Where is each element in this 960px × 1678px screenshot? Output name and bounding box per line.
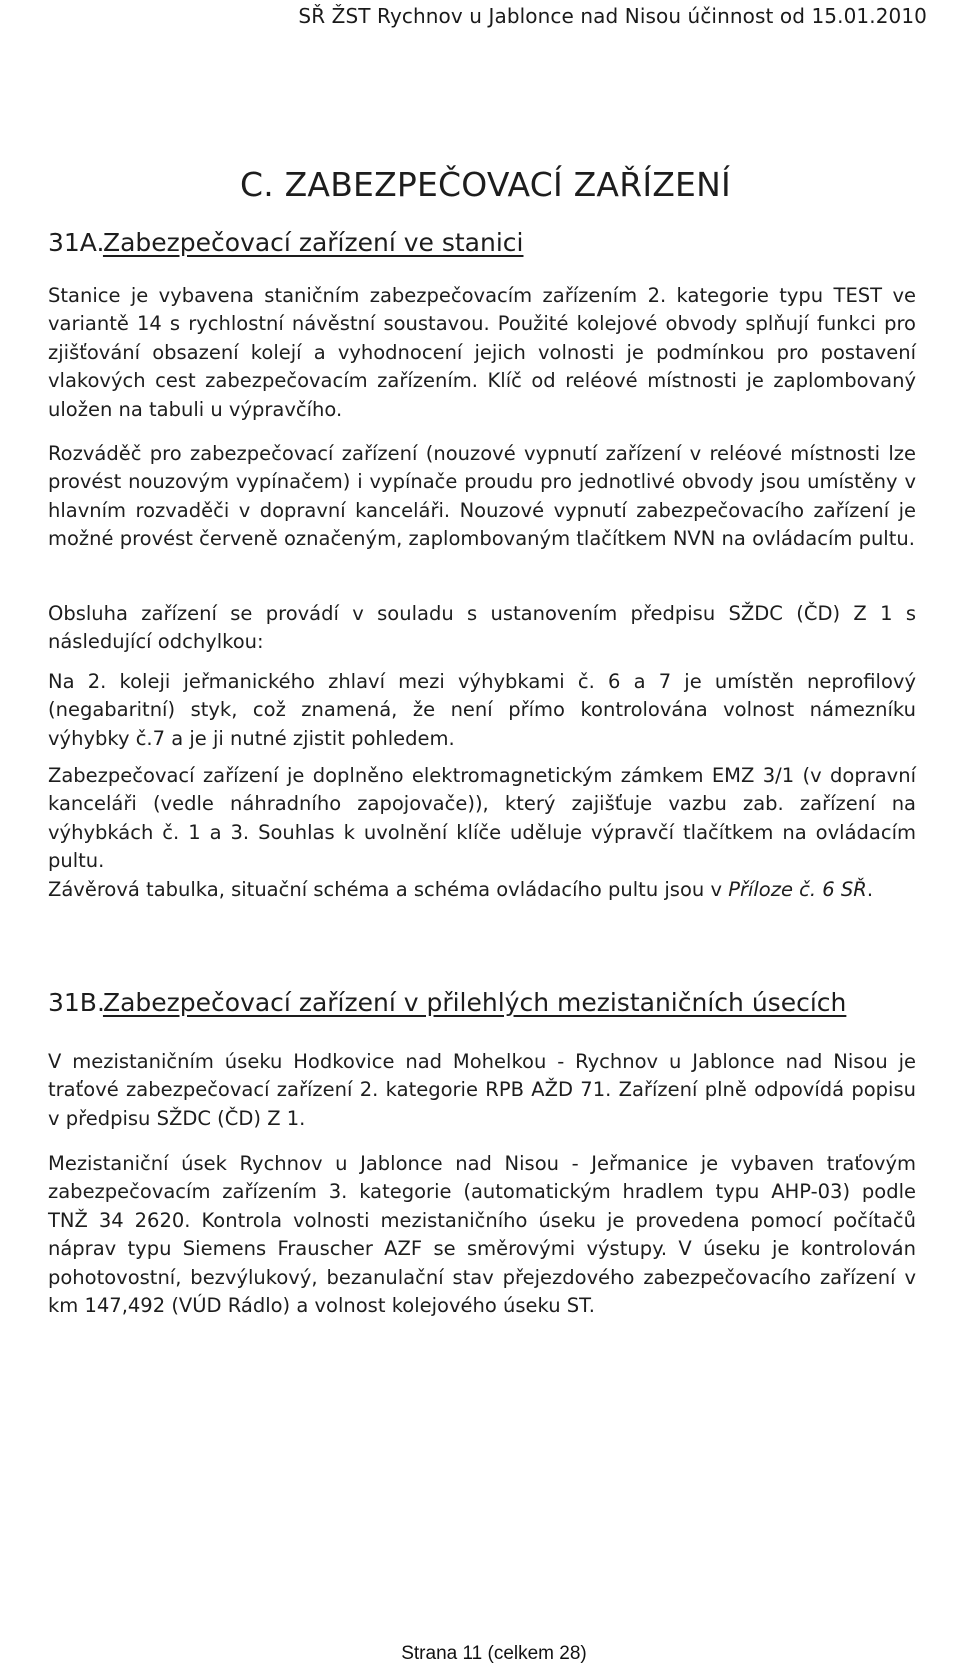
page-number: Strana 11 (celkem 28) xyxy=(401,1643,587,1664)
section-heading-31a xyxy=(48,228,523,257)
appendix-reference: Příloze č. 6 SŘ xyxy=(728,878,867,901)
paragraph: Zabezpečovací zařízení je doplněno elektromagnetickým zámkem EMZ 3/1 (v dopravní kanceláři (vedle náhradního zapojovače)), který zajišťuje vazbu zab. zařízení na výhybkách č. 1 a 3. Souhlas k uvolnění klíče uděluje výpravčí tlačítkem na ovládacím pultu. xyxy=(48,764,916,873)
paragraph: Stanice je vybavena staničním zabezpečovacím zařízením 2. kategorie typu TEST ve variantě 14 s rychlostní návěstní soustavou. Použité kolejové obvody splňují funkci pro zjišťování obsazení kolejí a vyhodnocení jejich volnosti je podmínkou pro postavení vlakových cest zabezpečovacím zařízením. Klíč od reléové místnosti je zaplombovaný uložen na tabuli u výpravčího. xyxy=(48,284,916,421)
paragraph: Rozváděč pro zabezpečovací zařízení (nouzové vypnutí zařízení v reléové místnosti lze provést nouzovým vypínačem) i vypínače proudu pro jednotlivé obvody jsou umístěny v hlavním rozvaděči v dopravní kanceláři. Nouzové vypnutí zabezpečovacího zařízení je možné provést červeně označeným, zaplombovaným tlačítkem NVN na ovládacím pultu. xyxy=(48,442,916,551)
paragraph: Na 2. koleji jeřmanického zhlaví mezi výhybkami č. 6 a 7 je umístěn neprofilový (negabaritní) styk, což znamená, že není přímo kontrolována volnost námezníku výhybky č.7 a je ji nutné zjistit pohledem. xyxy=(48,670,916,750)
paragraph: Obsluha zařízení se provádí v souladu s ustanovením předpisu SŽDC (ČD) Z 1 s následující odchylkou: xyxy=(48,602,916,654)
paragraph: Mezistaniční úsek Rychnov u Jablonce nad Nisou - Jeřmanice je vybaven traťovým zabezpečovacím zařízením 3. kategorie (automatickým hradlem typu AHP-03) podle TNŽ 34 2620. Kontrola volnosti mezistaničního úseku je provedena pomocí počítačů náprav typu Siemens Frauscher AZF se směrovými výstupy. V úseku je kontrolován pohotovostní, bezvýlukový, bezanulační stav přejezdového zabezpečovacího zařízení v km 147,492 (VÚD Rádlo) a volnost kolejového úseku ST. xyxy=(48,1152,916,1318)
paragraph: V mezistaničním úseku Hodkovice nad Mohelkou - Rychnov u Jablonce nad Nisou je traťové zabezpečovací zařízení 2. kategorie RPB AŽD 71. Zařízení plně odpovídá popisu v předpisu SŽDC (ČD) Z 1. xyxy=(48,1050,916,1130)
document-header: SŘ ŽST Rychnov u Jablonce nad Nisou účinnost od 15.01.2010 xyxy=(298,4,927,28)
chapter-title: C. ZABEZPEČOVACÍ ZAŘÍZENÍ xyxy=(240,165,731,204)
section-number: 31A. xyxy=(48,228,105,257)
appendix-note xyxy=(48,876,916,904)
appendix-note-end: . xyxy=(866,878,874,901)
section-heading-31b xyxy=(48,988,846,1017)
section-number: 31B. xyxy=(48,988,105,1017)
section-title: Zabezpečovací zařízení v přilehlých mezistaničních úsecích xyxy=(102,988,847,1017)
appendix-note-text: Závěrová tabulka, situační schéma a schéma ovládacího pultu jsou v xyxy=(48,878,729,901)
section-title: Zabezpečovací zařízení ve stanici xyxy=(102,228,524,257)
